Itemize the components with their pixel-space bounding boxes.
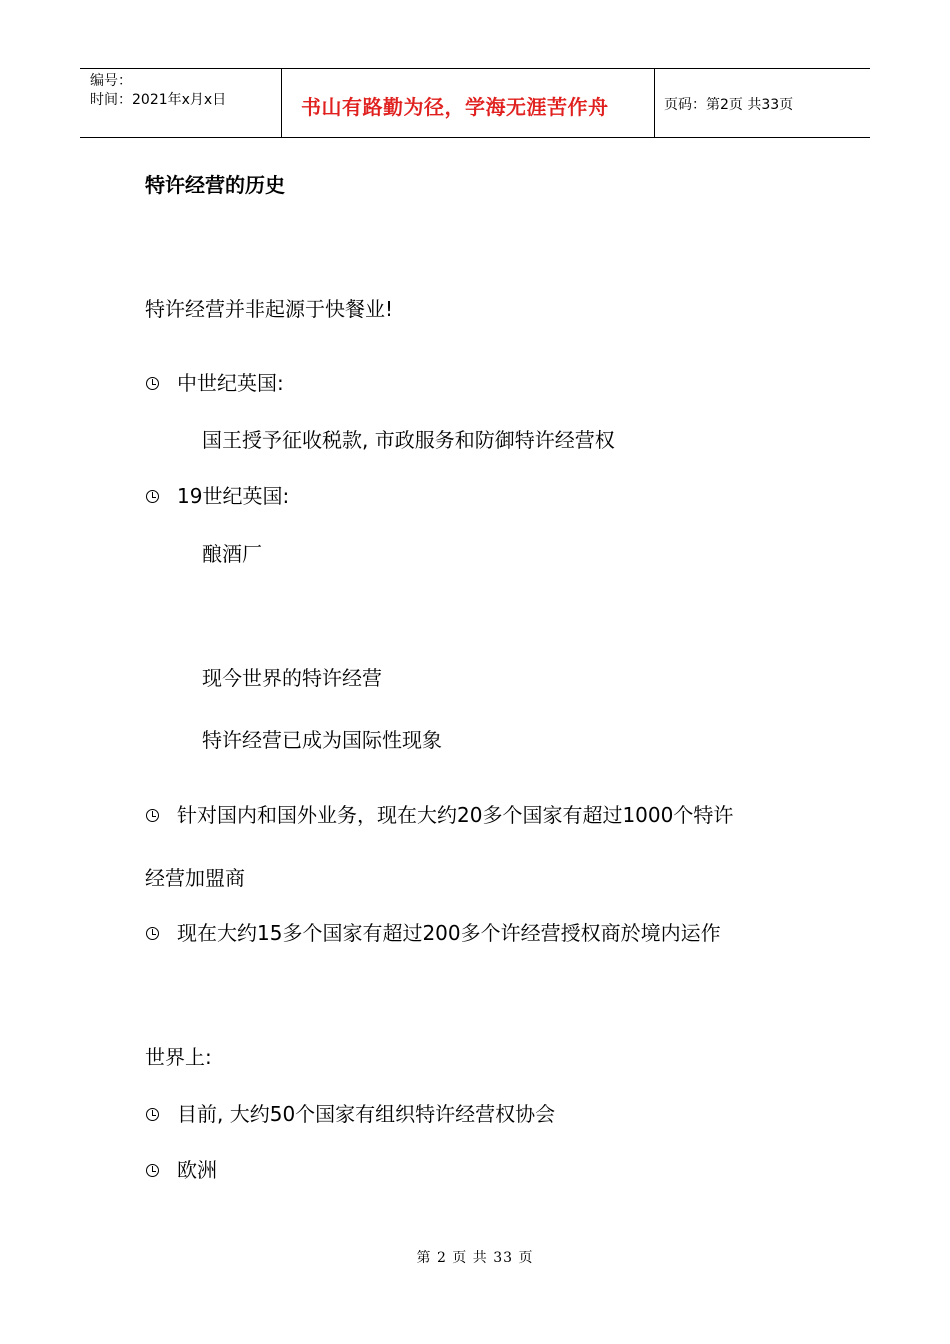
header-page-cell (655, 69, 870, 137)
bullet-europe: 欧洲 (177, 1158, 217, 1182)
bullet-associations: 目前, 大约50个国家有组织特许经营权协会 (177, 1102, 556, 1126)
bullet-19th-century-england-detail: 酿酒厂 (202, 542, 262, 566)
bullet-medieval-england-detail: 国王授予征收税款, 市政服务和防御特许经营权 (202, 428, 615, 452)
page-footer: 第 2 页 共 33 页 (416, 1250, 534, 1266)
world-heading: 世界上: (145, 1045, 212, 1069)
bullet-medieval-england: 中世纪英国: (177, 371, 284, 395)
document-date-label: 时间：2021年x月x日 (90, 92, 227, 108)
clock-icon (146, 809, 159, 822)
section-title: 特许经营的历史 (145, 173, 285, 197)
page-header (80, 68, 870, 138)
clock-icon (146, 490, 159, 503)
bullet-19th-century-england: 19世纪英国: (177, 484, 290, 508)
clock-icon (146, 377, 159, 390)
header-motto: 书山有路勤为径，学海无涯苦作舟 (301, 95, 609, 119)
clock-icon (146, 1164, 159, 1177)
header-page-info: 页码：第2页 共33页 (664, 97, 794, 113)
clock-icon (146, 927, 159, 940)
document-number-label: 编号： (90, 73, 132, 89)
subheading-modern-franchising: 现今世界的特许经营 (202, 666, 382, 690)
bullet-licensors-operating: 现在大约15多个国家有超过200多个许经营授权商於境内运作 (177, 921, 721, 945)
clock-icon (146, 1108, 159, 1121)
header-meta-cell (80, 69, 282, 137)
bullet-domestic-foreign-line1: 针对国内和国外业务，现在大约20多个国家有超过1000个特许 (177, 803, 734, 827)
header-motto-cell (281, 69, 655, 137)
subheading-international-phenomenon: 特许经营已成为国际性现象 (202, 728, 442, 752)
intro-paragraph: 特许经营并非起源于快餐业! (145, 297, 394, 321)
bullet-domestic-foreign-line2: 经营加盟商 (145, 866, 245, 890)
